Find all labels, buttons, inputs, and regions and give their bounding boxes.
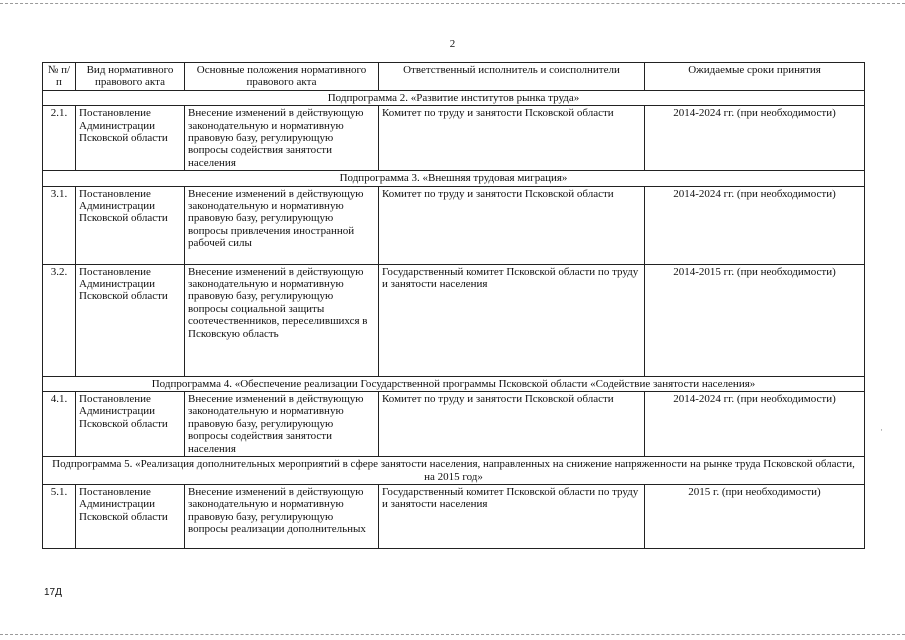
- header-act-type: Вид нормативного правового акта: [76, 63, 185, 91]
- table-header-row: [43, 63, 865, 91]
- subprogram-title: Подпрограмма 2. «Развитие институтов рынка труда»: [43, 90, 865, 105]
- row-act-type: Постановление Администрации Псковской области: [76, 484, 185, 548]
- row-num: 4.1.: [43, 392, 76, 457]
- row-provisions: Внесение изменений в действующую законодательную и нормативную правовую базу, регулирующую вопросы реализации дополнительных: [185, 484, 379, 548]
- table-row: [43, 186, 865, 264]
- table-row: [43, 264, 865, 376]
- row-num: 3.1.: [43, 186, 76, 264]
- row-executor: Комитет по труду и занятости Псковской области: [379, 106, 645, 171]
- row-deadline: 2014-2015 гг. (при необходимости): [645, 264, 865, 376]
- scan-speck: ·: [880, 425, 883, 435]
- row-deadline: 2015 г. (при необходимости): [645, 484, 865, 548]
- row-executor: Комитет по труду и занятости Псковской области: [379, 186, 645, 264]
- subprogram-row: [43, 457, 865, 485]
- row-act-type: Постановление Администрации Псковской области: [76, 264, 185, 376]
- row-executor: Государственный комитет Псковской области по труду и занятости населения: [379, 264, 645, 376]
- row-provisions: Внесение изменений в действующую законодательную и нормативную правовую базу, регулирующую вопросы содействия занятости населения: [185, 106, 379, 171]
- row-executor: Государственный комитет Псковской области по труду и занятости населения: [379, 484, 645, 548]
- table-row: [43, 484, 865, 548]
- table-row: [43, 392, 865, 457]
- header-num: № п/п: [43, 63, 76, 91]
- row-act-type: Постановление Администрации Псковской области: [76, 186, 185, 264]
- subprogram-title: Подпрограмма 3. «Внешняя трудовая миграция»: [43, 171, 865, 186]
- row-executor: Комитет по труду и занятости Псковской области: [379, 392, 645, 457]
- subprogram-title: Подпрограмма 5. «Реализация дополнительных мероприятий в сфере занятости населения, направленных на снижение напряженности на рынке труда Псковской области, на 2015 год»: [43, 457, 865, 485]
- row-num: 2.1.: [43, 106, 76, 171]
- row-num: 5.1.: [43, 484, 76, 548]
- scan-edge-top: [0, 3, 905, 4]
- scan-edge-bottom: [0, 634, 905, 635]
- row-provisions: Внесение изменений в действующую законодательную и нормативную правовую базу, регулирующую вопросы социальной защиты соотечественников, переселившихся в Псковскую область: [185, 264, 379, 376]
- header-deadline: Ожидаемые сроки принятия: [645, 63, 865, 91]
- subprogram-row: [43, 376, 865, 391]
- row-num: 3.2.: [43, 264, 76, 376]
- header-executor: Ответственный исполнитель и соисполнители: [379, 63, 645, 91]
- subprogram-row: [43, 171, 865, 186]
- row-provisions: Внесение изменений в действующую законодательную и нормативную правовую базу, регулирующую вопросы содействия занятости населения: [185, 392, 379, 457]
- sheet-code: 17Д: [44, 587, 62, 598]
- table-row: [43, 106, 865, 171]
- row-deadline: 2014-2024 гг. (при необходимости): [645, 392, 865, 457]
- header-provisions: Основные положения нормативного правового акта: [185, 63, 379, 91]
- regulatory-acts-table: [42, 62, 865, 549]
- row-deadline: 2014-2024 гг. (при необходимости): [645, 186, 865, 264]
- subprogram-title: Подпрограмма 4. «Обеспечение реализации Государственной программы Псковской области «Содействие занятости населения»: [43, 376, 865, 391]
- row-act-type: Постановление Администрации Псковской области: [76, 106, 185, 171]
- subprogram-row: [43, 90, 865, 105]
- row-provisions: Внесение изменений в действующую законодательную и нормативную правовую базу, регулирующую вопросы привлечения иностранной рабочей силы: [185, 186, 379, 264]
- row-act-type: Постановление Администрации Псковской области: [76, 392, 185, 457]
- page-number: 2: [449, 38, 456, 50]
- row-deadline: 2014-2024 гг. (при необходимости): [645, 106, 865, 171]
